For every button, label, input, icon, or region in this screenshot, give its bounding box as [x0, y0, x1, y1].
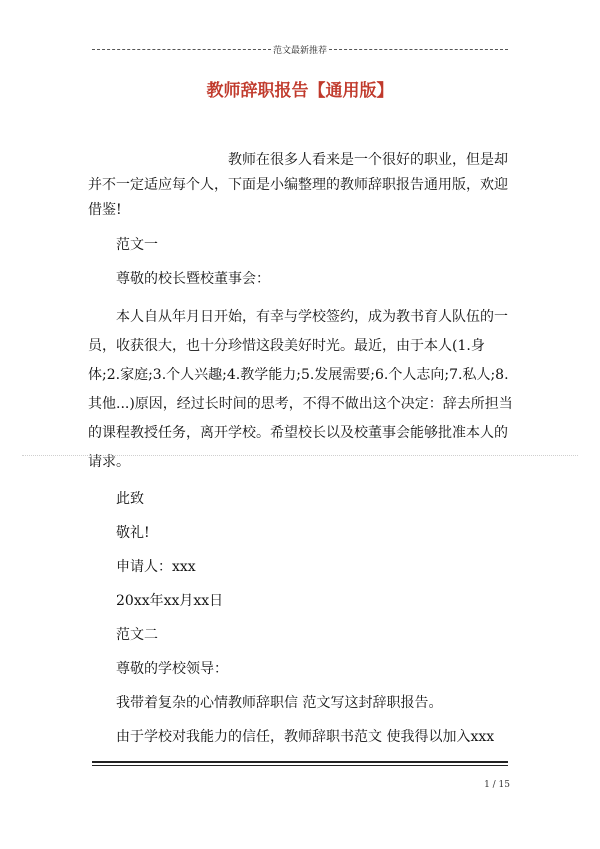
page-divider — [22, 455, 578, 456]
page-header — [92, 43, 508, 56]
header-dash-left — [92, 49, 271, 50]
body-line-2a: 我带着复杂的心情教师辞职信 范文写这封辞职报告。 — [116, 695, 443, 711]
salutation-1: 尊敬的校长暨校董事会： — [116, 271, 270, 287]
section-heading-1: 范文一 — [116, 237, 158, 253]
date-line: 20xx年xx月xx日 — [116, 593, 224, 609]
page-number: 1 / 15 — [484, 780, 510, 790]
body-line-2b: 由于学校对我能力的信任，教师辞职书范文 使我得以加入xxx — [116, 729, 495, 745]
footer-rule-thin — [92, 765, 508, 766]
closing-line-2: 敬礼! — [116, 525, 150, 541]
applicant-line: 申请人：xxx — [116, 559, 196, 575]
document-body — [88, 148, 514, 749]
closing-line-1: 此致 — [116, 491, 144, 507]
body-paragraph-1: 本人自从年月日开始，有幸与学校签约，成为教书育人队伍的一员，收获很大，也十分珍惜这段美好时光。最近，由于本人(1.身体;2.家庭;3.个人兴趣;4.教学能力;5.发展需要;6.个人志向;7.私人;8.其他...)原因，经过长时间的思考，不得不做出这个决定：辞去所担当的课程教授任务，离开学校。希望校长以及校董事会能够批准本人的请求。 — [88, 309, 513, 470]
intro-paragraph: 教师在很多人看来是一个很好的职业，但是却并不一定适应每个人，下面是小编整理的教师辞职报告通用版，欢迎借鉴! — [88, 152, 508, 218]
section-heading-2: 范文二 — [116, 627, 158, 643]
document-title: 教师辞职报告【通用版】 — [206, 81, 394, 101]
header-text: 范文最新推荐 — [273, 46, 328, 56]
header-dash-right — [329, 49, 508, 50]
footer-rule — [92, 761, 508, 763]
salutation-2: 尊敬的学校领导： — [116, 661, 228, 677]
